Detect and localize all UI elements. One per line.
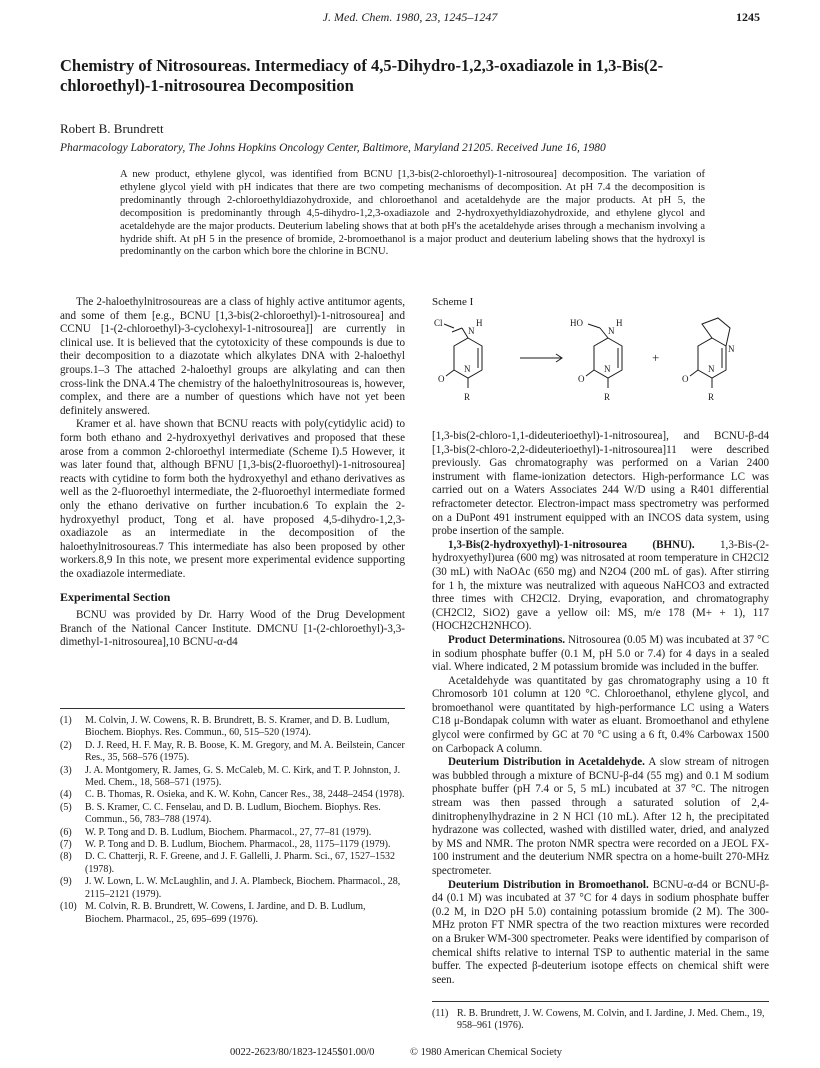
hydrogen-label: H xyxy=(476,318,483,328)
article-title: Chemistry of Nitrosoureas. Intermediacy of 4,5-Dihydro-1,2,3-oxadiazole in 1,3-Bis(2-chloroethyl)-1-nitrosourea Decomposition xyxy=(60,56,664,95)
left-column xyxy=(60,296,405,650)
bhnu-heading: 1,3-Bis(2-hydroxyethyl)-1-nitrosourea (BHNU). xyxy=(448,538,695,551)
bhnu-paragraph: 1,3-Bis(2-hydroxyethyl)-1-nitrosourea (BHNU). 1,3-Bis-(2-hydroxyethyl)urea (600 mg) was nitrosated at room temperature in CH2Cl2 (30 mL) with NaOAc (650 mg) and N2O4 (200 mL of gas). After stirring for 1 h, the mixture was neutralized with aqueous NaHCO3 and extracted three times with CH2Cl2. Drying, evaporation, and chromatography (CH2Cl2, SiO2) gave a yellow oil: MS, m/e 178 (M+ + 1), 117 (HOCH2CH2NHCO). xyxy=(432,538,769,633)
oxygen-label: O xyxy=(682,374,689,384)
experimental-heading: Experimental Section xyxy=(60,590,171,605)
product-determinations-paragraph: Product Determinations. Nitrosourea (0.05 M) was incubated at 37 °C in sodium phosphate buffer (0.1 M, pH 5.0 or 7.4) for 4 days in a sealed vial. Where indicated, 2 M potassium bromide was included in the buffer. xyxy=(432,633,769,674)
deuterium-bromoethanol-heading: Deuterium Distribution in Bromoethanol. xyxy=(448,878,649,891)
reference: (8) D. C. Chatterji, R. F. Greene, and J. F. Gallelli, J. Pharm. Sci., 67, 1527–1532 (1978). xyxy=(60,851,396,875)
scheme-figure xyxy=(432,296,772,426)
reference: (6) W. P. Tong and D. B. Ludlum, Biochem. Pharmacol., 27, 77–81 (1979). xyxy=(60,826,372,838)
reference: (9) J. W. Lown, L. W. McLaughlin, and J. A. Plambeck, Biochem. Pharmacol., 28, 2115–2121 (1979). xyxy=(60,876,401,900)
chlorine-label: Cl xyxy=(434,318,443,328)
reference: (1) M. Colvin, J. W. Cowens, R. B. Brundrett, B. S. Kramer, and D. B. Ludlum, Biochem. Biophys. Res. Commun., 60, 515–520 (1974). xyxy=(60,715,390,739)
affiliation: Pharmacology Laboratory, The Johns Hopkins Oncology Center, Baltimore, Maryland 21205. Received June 16, 1980 xyxy=(60,142,606,154)
nitrogen-label: N xyxy=(464,364,471,374)
experimental-paragraph-2: [1,3-bis(2-chloro-1,1-dideuterioethyl)-1-nitrosourea], and BCNU-β-d4 [1,3-bis(2-chloro-2,2-dideuterioethyl)-1-nitrosourea]11 were described previously. Gas chromatography was performed on a Varian 2400 instrument with flame-ionization detectors. High-performance LC was carried out on a Waters Associates 244 W/D using a R401 differential refractometer detector. Electron-impact mass spectrometry was performed on a DuPont 491 instrument equipped with an INCOS data system, using probe insertion of the sample. xyxy=(432,430,769,538)
journal-citation: J. Med. Chem. 1980, 23, 1245–1247 xyxy=(322,10,498,24)
nitrogen-label: N xyxy=(468,326,475,336)
reference: (3) J. A. Montgomery, R. James, G. S. McCaleb, M. C. Kirk, and T. P. Johnston, J. Med. Chem., 18, 568–571 (1975). xyxy=(60,764,401,789)
nitrogen-label: N xyxy=(728,344,735,354)
nitrogen-label: N xyxy=(608,326,615,336)
deuterium-acetaldehyde-heading: Deuterium Distribution in Acetaldehyde. xyxy=(448,756,645,769)
scheme-title: Scheme I xyxy=(432,296,474,308)
product-determinations-heading: Product Determinations. xyxy=(448,633,566,646)
plus-sign: + xyxy=(652,350,660,365)
r-group-label: R xyxy=(708,392,715,402)
reference: (10) M. Colvin, R. B. Brundrett, W. Cowens, I. Jardine, and D. B. Ludlum, Biochem. Pharmacol., 25, 695–699 (1976). xyxy=(60,901,366,925)
acetaldehyde-quantitation-paragraph: Acetaldehyde was quantitated by gas chromatography using a 10 ft Chromosorb 101 column at 120 °C. Chloroethanol, ethylene glycol, and bromoethanol were quantitated by high-performance LC using a Waters C18 μ-Bondapak column with water as eluant. Bromoethanol and ethylene glycol were confirmed by GC at 70 °C using a 6 ft, 0.4% Carbowax 1500 on Carbopack A column. xyxy=(432,674,769,755)
r-group-label: R xyxy=(604,392,611,402)
intro-paragraph-2: Kramer et al. have shown that BCNU reacts with poly(cytidylic acid) to form both ethano and 2-hydroxyethyl derivatives and proposed that these arose from a common 2-chloroethyl intermediate (Scheme I).5 However, it was later found that, although BFNU [1,3-bis(2-fluoroethyl)-1-nitrosourea] reacts with cytidine to form both the hydroxyethyl and ethano derivatives as well as the 2-fluoroethyl intermediate, the 2-fluoroethyl intermediate formed only the ethano derivative on further incubation.6 To explain the 2-hydroxyethyl product, Tong et al. have proposed 4,5-dihydro-1,2,3-oxadiazole as an intermediate in the decomposition of the haloethylnitrosoureas.7 This intermediate has also been proposed by other workers.8,9 In this note, we present more experimental evidence supporting the oxadiazole intermediate. xyxy=(60,418,405,580)
article-code: 0022-2623/80/1823-1245$01.00/0 xyxy=(230,1047,375,1058)
r-group-label: R xyxy=(464,392,471,402)
nitrogen-label: N xyxy=(708,364,715,374)
copyright: © 1980 American Chemical Society xyxy=(410,1047,563,1058)
author: Robert B. Brundrett xyxy=(60,121,164,136)
deuterium-acetaldehyde-paragraph: Deuterium Distribution in Acetaldehyde. A slow stream of nitrogen was bubbled through a mixture of BCNU-β-d4 (55 mg) and 0.1 M sodium phosphate buffer (pH 7.4 or 5, 5 mL) incubated at 37 °C. The nitrogen stream was then passed through a saturated solution of 2,4-dinitrophenylhydrazine in 2 N HCl (10 mL). After 12 h, the precipitated hydrazone was collected, washed with distilled water, dried, and analyzed by MS and NMR. The proton NMR spectra were recorded on a JEOL FX-100 instrument and the deuterium NMR spectra on a home-built 270-MHz spectrometer. xyxy=(432,756,769,877)
experimental-paragraph-1: BCNU was provided by Dr. Harry Wood of the Drug Development Branch of the National Cancer Institute. DMCNU [1-(2-chloroethyl)-3,3-dimethyl-1-nitrosourea],10 BCNU-α-d4 xyxy=(60,609,405,649)
abstract: A new product, ethylene glycol, was identified from BCNU [1,3-bis(2-chloroethyl)-1-nitrosourea] decomposition. The variation of ethylene glycol yield with pH indicates that there are two competing mechanisms of decomposition. At pH 7.4 the decomposition is predominantly through 2-chloroethyldiazohydroxide, and chloroethanol and acetaldehyde are the major products. At pH 5, the decomposition is predominantly through 4,5-dihydro-1,2,3-oxadiazole and 2-hydroxyethyldiazohydroxide, and ethylene glycol and acetaldehyde are the major products. Deuterium labeling shows that at both pH's the acetaldehyde arises through a mechanism involving a hydride shift. At pH 5 in the presence of bromide, 2-bromoethanol is a major product and deuterium labeling shows that the hydroxyl is predominantly on the carbon which bore the chlorine in BCNU. xyxy=(120,169,705,258)
hydroxyl-label: HO xyxy=(570,318,583,328)
running-head xyxy=(60,10,760,26)
oxygen-label: O xyxy=(578,374,585,384)
oxygen-label: O xyxy=(438,374,445,384)
reference: (5) B. S. Kramer, C. C. Fenselau, and D. B. Ludlum, Biochem. Biophys. Res. Commun., 56, 783–788 (1974). xyxy=(60,801,381,826)
intro-paragraph-1: The 2-haloethylnitrosoureas are a class of highly active antitumor agents, and some of them [e.g., BCNU [1,3-bis(2-chloroethyl)-1-nitrosourea] and CCNU [1-(2-chloroethyl)-3-cyclohexyl-1-nitrosourea]] are currently in clinical use. It is believed that the cytotoxicity of these compounds is due to their decomposition to a diazotate which alkylates DNA with 2-haloethyl groups.1–3 The attached 2-haloethyl groups are alkylating and can then cross-link the DNA.4 The chemistry of the haloethylnitrosoureas is, however, complex, and there are a number of questions which have not yet been definitely answered. xyxy=(60,296,405,417)
right-column xyxy=(432,430,769,987)
page-number: 1245 xyxy=(736,10,760,24)
reference: (11) R. B. Brundrett, J. W. Cowens, M. Colvin, and I. Jardine, J. Med. Chem., 19, 958–961 (1976). xyxy=(432,1008,765,1032)
references-right xyxy=(432,1001,769,1033)
reference: (4) C. B. Thomas, R. Osieka, and K. W. Kohn, Cancer Res., 38, 2448–2454 (1978). xyxy=(60,789,405,801)
references-left xyxy=(60,708,405,926)
nitrogen-label: N xyxy=(604,364,611,374)
scheme-structures xyxy=(432,312,772,424)
hydrogen-label: H xyxy=(616,318,623,328)
reference: (7) W. P. Tong and D. B. Ludlum, Biochem. Pharmacol., 28, 1175–1179 (1979). xyxy=(60,839,391,851)
deuterium-bromoethanol-paragraph: Deuterium Distribution in Bromoethanol. BCNU-α-d4 or BCNU-β-d4 (0.1 M) was incubated at 37 °C for 4 days in sodium phosphate buffer (0.2 M, in D2O pH 5.0) containing potassium bromide (2 M). The 300-MHz proton FT NMR spectra of the two reaction mixtures were recorded on a Bruker WM-300 spectrometer. Peaks were identified by comparison of chemical shifts relative to internal TSP to authentic material in the same buffer. The expected β-deuterium isotope effects on chemical shift were seen. xyxy=(432,878,769,986)
reference: (2) D. J. Reed, H. F. May, R. B. Boose, K. M. Gregory, and M. A. Beilstein, Cancer Res., 35, 568–576 (1975). xyxy=(60,739,405,764)
